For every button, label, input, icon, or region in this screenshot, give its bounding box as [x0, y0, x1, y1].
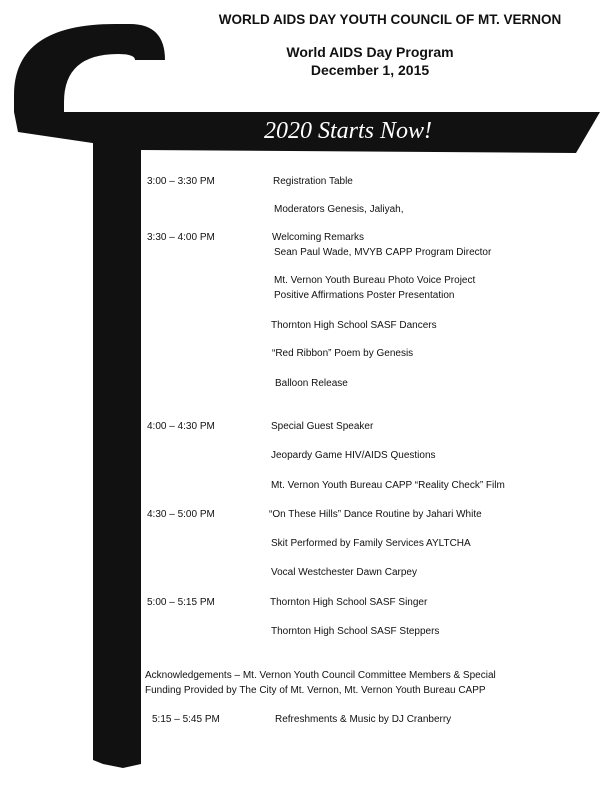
- program-title: World AIDS Day Program: [286, 44, 454, 60]
- schedule-item: “Red Ribbon” Poem by Genesis: [272, 348, 414, 359]
- banner-text: 2020 Starts Now!: [263, 117, 433, 144]
- schedule-item: Skit Performed by Family Services AYLTCHA: [271, 538, 471, 549]
- program-date: December 1, 2015: [310, 62, 430, 78]
- schedule-item: “On These Hills” Dance Routine by Jahari White: [269, 509, 482, 520]
- decorative-dot: [44, 38, 51, 45]
- schedule-item: Sean Paul Wade, MVYB CAPP Program Director: [274, 247, 492, 258]
- banner: [140, 110, 576, 152]
- closing-item: Refreshments & Music by DJ Cranberry: [275, 714, 452, 725]
- schedule-item: Mt. Vernon Youth Bureau Photo Voice Project: [274, 275, 476, 286]
- schedule-time: 3:00 – 3:30 PM: [147, 176, 215, 187]
- organization-title: WORLD AIDS DAY YOUTH COUNCIL OF MT. VERNON: [218, 12, 562, 27]
- schedule-item: Balloon Release: [275, 378, 348, 389]
- schedule-item: Moderators Genesis, Jaliyah,: [274, 204, 404, 215]
- schedule-time: 5:00 – 5:15 PM: [147, 597, 215, 608]
- schedule-time: 4:30 – 5:00 PM: [147, 509, 215, 520]
- acknowledgements-line: Acknowledgements – Mt. Vernon Youth Council Committee Members & Special: [145, 670, 496, 681]
- schedule-item: Vocal Westchester Dawn Carpey: [271, 567, 417, 578]
- schedule-item: Mt. Vernon Youth Bureau CAPP “Reality Check” Film: [271, 480, 505, 491]
- schedule-item: Registration Table: [273, 176, 353, 187]
- acknowledgements-line: Funding Provided by The City of Mt. Vernon, Mt. Vernon Youth Bureau CAPP: [145, 685, 486, 696]
- closing-time: 5:15 – 5:45 PM: [152, 714, 220, 725]
- schedule-item: Thornton High School SASF Steppers: [271, 626, 440, 637]
- schedule-item: Thornton High School SASF Singer: [270, 597, 428, 608]
- schedule-item: Positive Affirmations Poster Presentation: [274, 290, 455, 301]
- schedule-item: Thornton High School SASF Dancers: [271, 320, 437, 331]
- schedule-time: 4:00 – 4:30 PM: [147, 421, 215, 432]
- schedule-item: Jeopardy Game HIV/AIDS Questions: [271, 450, 436, 461]
- schedule-time: 3:30 – 4:00 PM: [147, 232, 215, 243]
- schedule-item: Special Guest Speaker: [271, 421, 374, 432]
- schedule-item: Welcoming Remarks: [272, 232, 365, 243]
